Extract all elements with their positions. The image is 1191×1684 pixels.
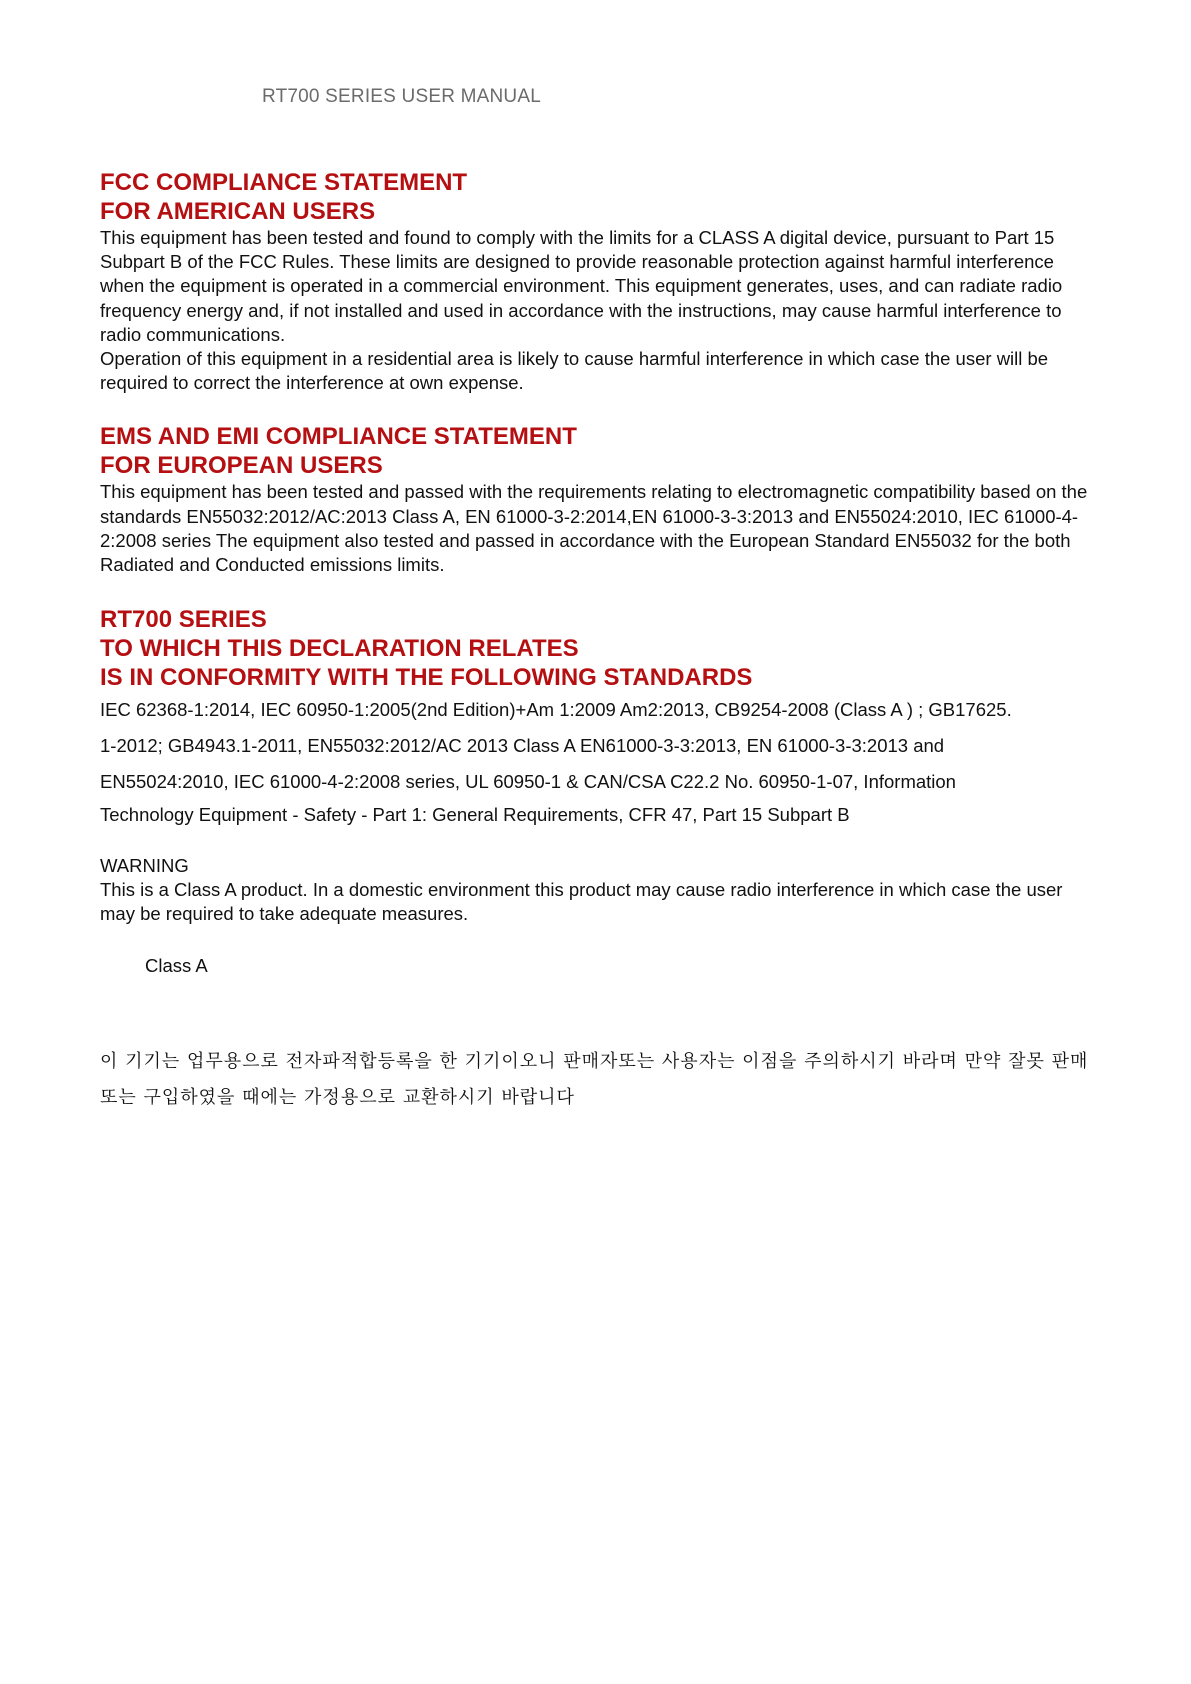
warning-title: WARNING [100,855,189,877]
ems-title-line-2: FOR EUROPEAN USERS [100,452,383,480]
declaration-title-line-1: RT700 SERIES [100,606,267,634]
running-header: RT700 SERIES USER MANUAL [262,86,541,107]
ems-title-line-1: EMS AND EMI COMPLIANCE STATEMENT [100,423,577,451]
standards-line-1: IEC 62368-1:2014, IEC 60950-1:2005(2nd Edition)+Am 1:2009 Am2:2013, CB9254-2008 (Class A ) ; GB17625. [100,699,1012,721]
korean-notice: 이 기기는 업무용으로 전자파적합등록을 한 기기이오니 판매자또는 사용자는 이점을 주의하시기 바라며 만약 잘못 판매 또는 구입하였을 때에는 가정용으로 교환하시기 바랍니다 [100,1050,1089,1108]
fcc-title-line-2: FOR AMERICAN USERS [100,198,376,225]
standards-line-4: Technology Equipment - Safety - Part 1: General Requirements, CFR 47, Part 15 Subpart B [100,804,850,826]
fcc-title-line-1: FCC COMPLIANCE STATEMENT [100,169,468,196]
ems-section [100,422,1100,577]
declaration-section-title [100,605,1100,692]
fcc-paragraph-1: This equipment has been tested and found to comply with the limits for a CLASS A digital device, pursuant to Part 15 Subpart B of the FCC Rules. These limits are designed to provide reasonable protection against harmful interference when the equipment is operated in a commercial environment. This equipment generates, uses, and can radiate radio frequency energy and, if not installed and used in accordance with the instructions, may cause harmful interference to radio communications. [100,227,1063,345]
declaration-title-line-2: TO WHICH THIS DECLARATION RELATES [100,635,579,663]
ems-section-title [100,422,1100,480]
fcc-section-title [100,168,1100,226]
standards-line-3: EN55024:2010, IEC 61000-4-2:2008 series, UL 60950-1 & CAN/CSA C22.2 No. 60950-1-07, Information [100,771,956,793]
warning-text: This is a Class A product. In a domestic environment this product may cause radio interference in which case the user may be required to take adequate measures. [100,879,1063,925]
ems-paragraph: This equipment has been tested and passed with the requirements relating to electromagnetic compatibility based on the standards EN55032:2012/AC:2013 Class A, EN 61000-3-2:2014,EN 61000-3-3:2013 and EN55024:2010, IEC 61000-4-2:2008 series The equipment also tested and passed in accordance with the European Standard EN55032 for the both Radiated and Conducted emissions limits. [100,481,1088,576]
declaration-section [100,605,1100,830]
declaration-title-line-3: IS IN CONFORMITY WITH THE FOLLOWING STANDARDS [100,664,753,692]
fcc-paragraph-2: Operation of this equipment in a residential area is likely to cause harmful interference in which case the user will be required to correct the interference at own expense. [100,348,1049,394]
standards-line-2: 1-2012; GB4943.1-2011, EN55032:2012/AC 2013 Class A EN61000-3-3:2013, EN 61000-3-3:2013 and [100,735,945,757]
fcc-section [100,168,1100,395]
class-a-label: Class A [145,954,208,976]
document-body [100,168,1100,1116]
warning-section [100,854,1100,977]
